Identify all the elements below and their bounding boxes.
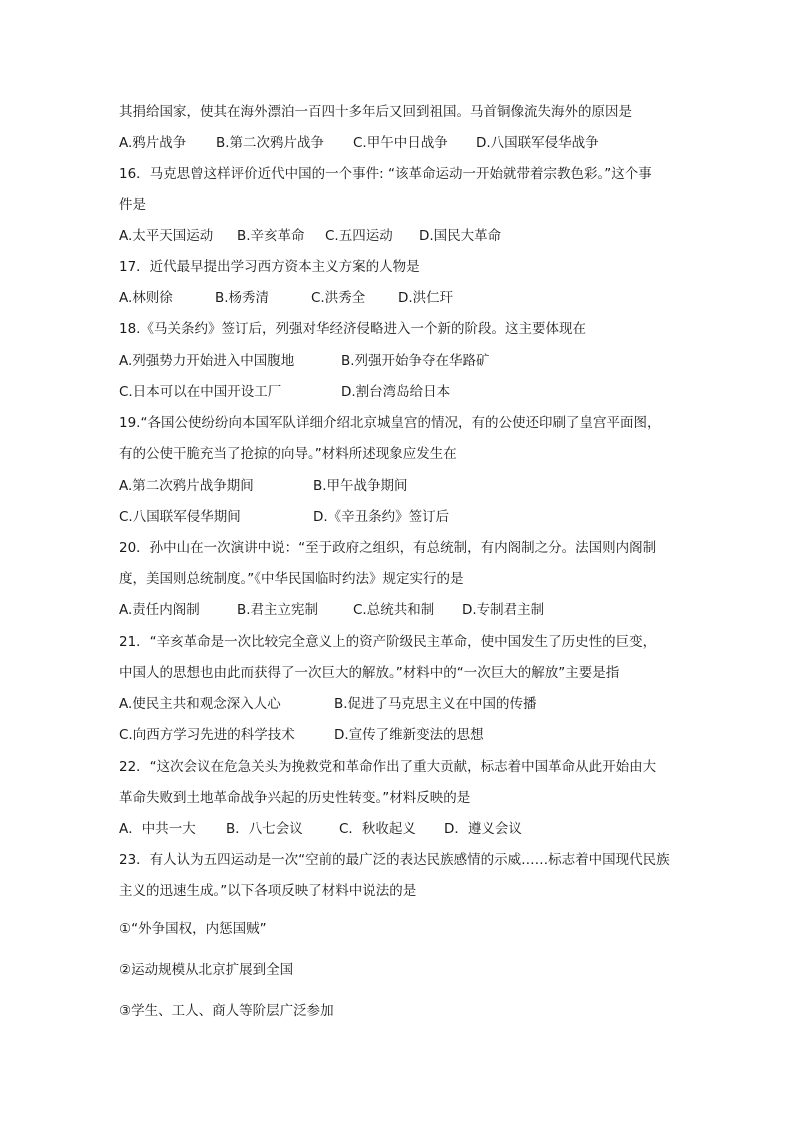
q17-option-b: B.杨秀清 (215, 290, 270, 306)
q16-option-a: A.太平天国运动 (119, 228, 214, 244)
q18-options-row1 (119, 351, 719, 371)
q21-options-row2 (119, 725, 719, 745)
q19-option-b: B.甲午战争期间 (313, 478, 408, 494)
q22-option-a: A．中共一大 (119, 821, 196, 837)
q23-stem-line1: 23．有人认为五四运动是一次“空前的最广泛的表达民族感情的示威……标志着中国现代民族 (119, 852, 670, 868)
q15-option-d: D.八国联军侵华战争 (476, 135, 599, 151)
q17-option-a: A.林则徐 (119, 290, 173, 306)
q21-option-b: B.促进了马克思主义在中国的传播 (334, 696, 537, 712)
q22-option-b: B．八七会议 (226, 821, 303, 837)
q23-stem-line2: 主义的迅速生成。”以下各项反映了材料中说法的是 (119, 883, 417, 899)
q16-option-c: C.五四运动 (325, 228, 393, 244)
q23-item-1: ①“外争国权，内惩国贼” (119, 921, 267, 937)
q20-stem-line1: 20．孙中山在一次演讲中说：“至于政府之组织，有总统制，有内阁制之分。法国则内阁制 (119, 540, 657, 556)
q16-option-b: B.辛亥革命 (237, 228, 305, 244)
q18-option-a: A.列强势力开始进入中国腹地 (119, 353, 295, 369)
q19-stem-line1: 19.“各国公使纷纷向本国军队详细介绍北京城皇宫的情况，有的公使还印刷了皇宫平面图， (119, 415, 661, 431)
q19-option-d: D.《辛丑条约》签订后 (313, 509, 450, 525)
q15-stem-tail: 其捐给国家，使其在海外漂泊一百四十多年后又回到祖国。马首铜像流失海外的原因是 (119, 104, 632, 120)
q17-options (119, 288, 719, 308)
q22-stem-line2: 革命失败到土地革命战争兴起的历史性转变。”材料反映的是 (119, 790, 471, 806)
q21-stem-line2: 中国人的思想也由此而获得了一次巨大的解放。”材料中的“一次巨大的解放”主要是指 (119, 665, 620, 681)
q16-options (119, 226, 719, 246)
q19-stem-line2: 有的公使干脆充当了抢掠的向导。”材料所述现象应发生在 (119, 446, 457, 462)
q20-stem-line2: 度，美国则总统制度。”《中华民国临时约法》规定实行的是 (119, 571, 464, 587)
q16-option-d: D.国民大革命 (419, 228, 502, 244)
q18-stem: 18.《马关条约》签订后，列强对华经济侵略进入一个新的阶段。这主要体现在 (119, 321, 586, 337)
q18-option-b: B.列强开始争夺在华路矿 (341, 353, 490, 369)
q22-option-c: C．秋收起义 (339, 821, 416, 837)
q18-option-c: C.日本可以在中国开设工厂 (119, 384, 282, 400)
q23-item-2: ②运动规模从北京扩展到全国 (119, 962, 294, 978)
q15-option-b: B.第二次鸦片战争 (216, 135, 325, 151)
q15-option-c: C.甲午中日战争 (353, 135, 448, 151)
q22-option-d: D．遵义会议 (444, 821, 522, 837)
q22-options (119, 819, 719, 839)
q15-option-a: A.鸦片战争 (119, 135, 187, 151)
q17-stem: 17．近代最早提出学习西方资本主义方案的人物是 (119, 259, 420, 275)
q20-option-a: A.责任内阁制 (119, 602, 200, 618)
q16-stem-line2: 件是 (119, 197, 146, 213)
q20-options (119, 600, 719, 620)
q21-options-row1 (119, 694, 719, 714)
q19-options-row1 (119, 476, 719, 496)
q20-option-b: B.君主立宪制 (237, 602, 319, 618)
q19-option-a: A.第二次鸦片战争期间 (119, 478, 254, 494)
q21-option-d: D.宣传了维新变法的思想 (334, 727, 484, 743)
q19-option-c: C.八国联军侵华期间 (119, 509, 241, 525)
q21-option-a: A.使民主共和观念深入人心 (119, 696, 281, 712)
q19-options-row2 (119, 507, 719, 527)
q16-stem-line1: 16．马克思曾这样评价近代中国的一个事件: “该革命运动一开始就带着宗教色彩。”这个事 (119, 166, 652, 182)
q17-option-d: D.洪仁玕 (398, 290, 454, 306)
q20-option-c: C.总统共和制 (353, 602, 435, 618)
q22-stem-line1: 22．“这次会议在危急关头为挽救党和革命作出了重大贡献，标志着中国革命从此开始由大 (119, 759, 657, 775)
q18-option-d: D.割台湾岛给日本 (341, 384, 451, 400)
q15-options (119, 133, 719, 153)
q17-option-c: C.洪秀全 (311, 290, 366, 306)
q21-stem-line1: 21．“辛亥革命是一次比较完全意义上的资产阶级民主革命，使中国发生了历史性的巨变， (119, 634, 657, 650)
q20-option-d: D.专制君主制 (462, 602, 545, 618)
q21-option-c: C.向西方学习先进的科学技术 (119, 727, 295, 743)
q18-options-row2 (119, 382, 719, 402)
q23-item-3: ③学生、工人、商人等阶层广泛参加 (119, 1003, 334, 1019)
